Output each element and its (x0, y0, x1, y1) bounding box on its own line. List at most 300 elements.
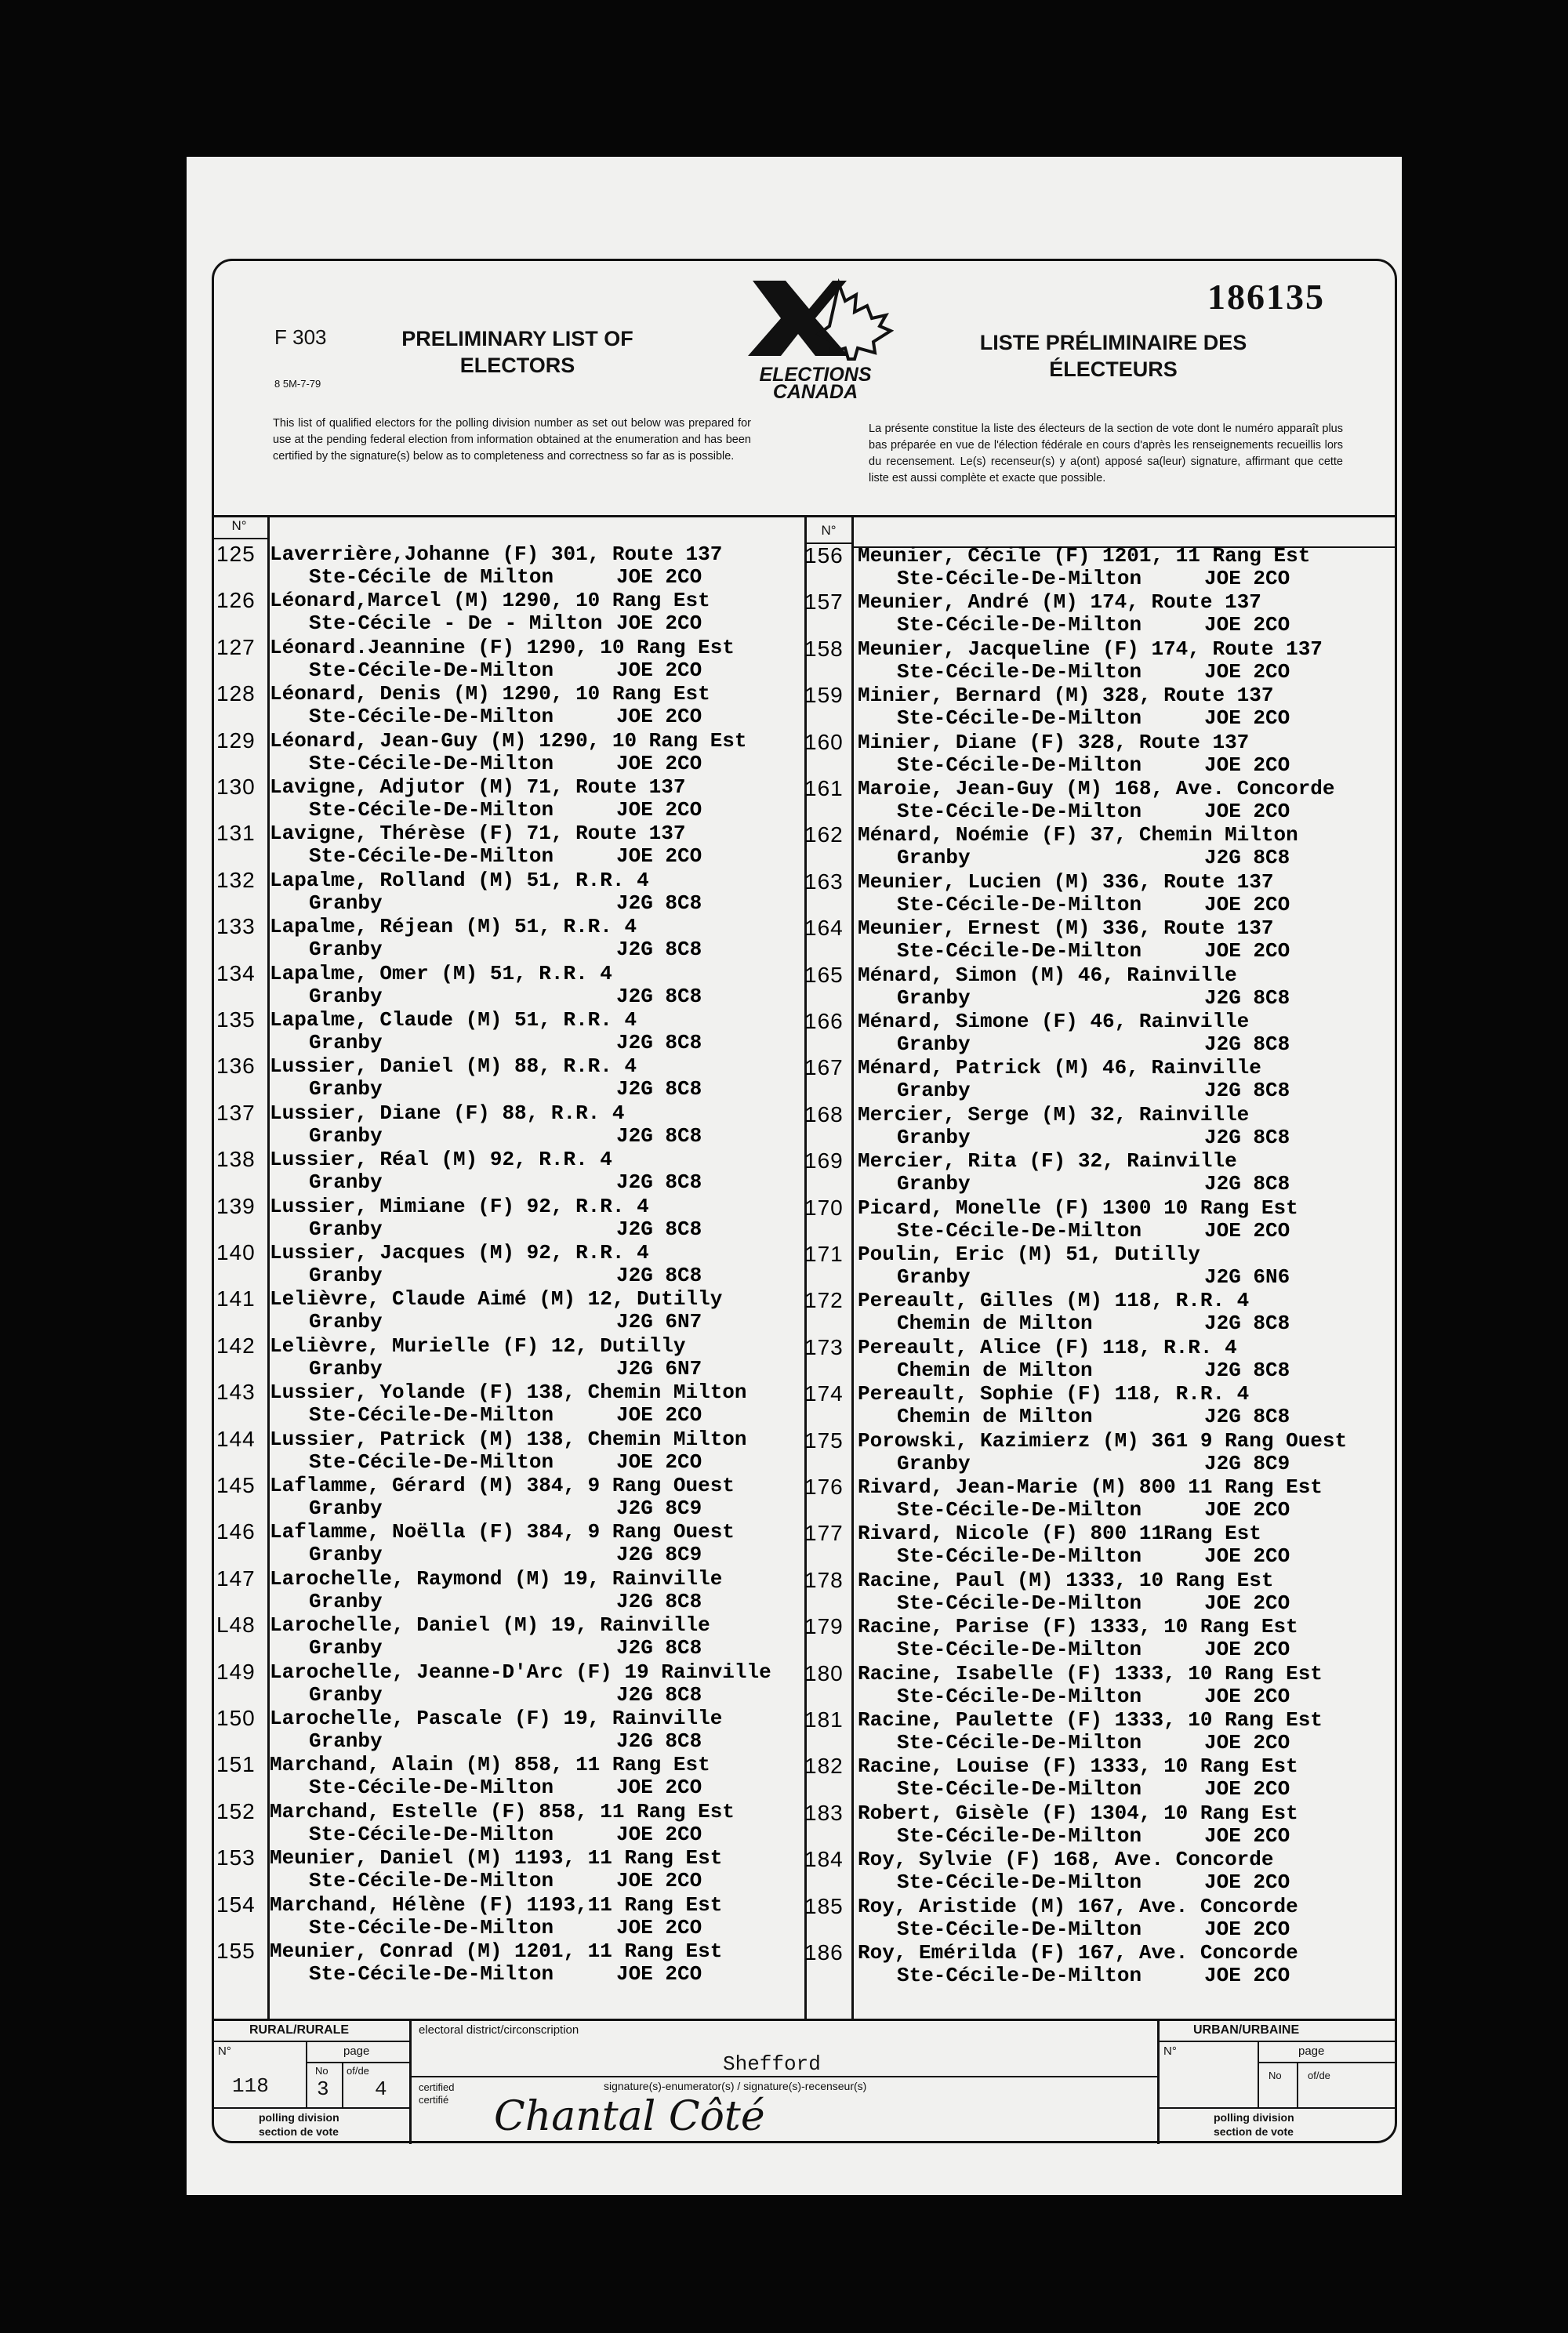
elector-postal-code: J2G 6N6 (1204, 1265, 1290, 1289)
elector-entry (804, 637, 1353, 684)
elector-entry (216, 1241, 765, 1287)
elector-entry (804, 684, 1353, 730)
elector-name-address: Ménard, Simone (F) 46, Rainville (858, 1010, 1250, 1033)
certified-label-en: certified (419, 2081, 455, 2093)
elector-municipality: Granby (309, 938, 383, 962)
elector-municipality: Granby (897, 1079, 971, 1103)
elector-number: 129 (216, 727, 256, 753)
no-column-header-left: N° (231, 518, 247, 533)
title-fr-line2: ÉLECTEURS (1049, 357, 1178, 381)
elector-number: 130 (216, 775, 256, 799)
elector-postal-code: J2G 8C8 (1204, 1172, 1290, 1196)
elector-number: 150 (216, 1706, 256, 1730)
elector-entry (216, 775, 765, 822)
elector-postal-code: JOE 2CO (1204, 567, 1290, 590)
elector-municipality: Ste-Cécile-De-Milton (309, 798, 554, 822)
elector-postal-code: J2G 6N7 (616, 1356, 702, 1381)
elector-postal-code: J2G 8C9 (1204, 1451, 1290, 1475)
footer-rule-polling-right (1157, 2107, 1397, 2109)
elector-number: 146 (216, 1519, 256, 1544)
elector-name-address: Lapalme, Rolland (M) 51, R.R. 4 (270, 868, 649, 892)
elector-entry (804, 1615, 1353, 1661)
elector-number: 134 (216, 960, 256, 985)
elector-entry (216, 1613, 765, 1660)
elector-municipality: Ste-Cécile-De-Milton (897, 1218, 1142, 1243)
elector-name-address: Poulin, Eric (M) 51, Dutilly (858, 1243, 1200, 1266)
footer-divider-rural (409, 2019, 412, 2144)
elector-entry (216, 1195, 765, 1241)
elector-number: 153 (216, 1845, 256, 1870)
no-column-header-right: N° (821, 523, 837, 538)
polling-label-en-right: polling division (1214, 2111, 1294, 2124)
elector-number: 181 (804, 1707, 844, 1732)
elector-municipality: Ste-Cécile-De-Milton (897, 613, 1142, 637)
elector-municipality: Ste-Cécile-De-Milton (897, 800, 1142, 823)
elector-name-address: Minier, Diane (F) 328, Route 137 (858, 730, 1250, 754)
elector-municipality: Granby (309, 1729, 383, 1753)
footer-rule-page-right (1258, 2062, 1397, 2063)
elector-postal-code: J2G 8C8 (1204, 1079, 1290, 1103)
elector-number: 125 (216, 542, 256, 566)
elector-name-address: Léonard.Jeannine (F) 1290, 10 Rang Est (270, 635, 735, 659)
elector-entry (804, 731, 1353, 777)
elector-number: 140 (216, 1240, 256, 1264)
elector-postal-code: JOE 2CO (1204, 1684, 1290, 1708)
elector-postal-code: J2G 8C8 (1204, 1125, 1290, 1149)
elector-name-address: Roy, Emérilda (F) 167, Ave. Concorde (858, 1941, 1298, 1965)
elector-postal-code: JOE 2CO (616, 1869, 702, 1893)
elector-number: 155 (216, 1939, 256, 1963)
elector-entry (216, 1381, 765, 1427)
elector-name-address: Pereault, Sophie (F) 118, R.R. 4 (858, 1382, 1250, 1406)
elector-postal-code: JOE 2CO (1204, 1498, 1290, 1522)
elector-name-address: Meunier, André (M) 174, Route 137 (858, 590, 1261, 615)
elector-name-address: Racine, Paulette (F) 1333, 10 Rang Est (858, 1708, 1323, 1732)
elector-number: L48 (216, 1613, 256, 1638)
elector-name-address: Lapalme, Omer (M) 51, R.R. 4 (270, 961, 612, 985)
elector-postal-code: JOE 2CO (1204, 939, 1290, 963)
elector-number: 139 (216, 1193, 256, 1218)
elector-entry (804, 1010, 1353, 1056)
elector-entry (804, 1522, 1353, 1568)
maple-leaf-x-icon (737, 274, 894, 362)
elector-name-address: Meunier, Cécile (F) 1201, 11 Rang Est (858, 544, 1311, 568)
elector-number: 171 (804, 1242, 844, 1266)
elector-postal-code: J2G 8C8 (616, 1682, 702, 1707)
elector-municipality: Ste-Cécile-De-Milton (897, 1731, 1142, 1754)
page-no-label-left: No (315, 2065, 328, 2077)
elector-number: 178 (804, 1567, 844, 1592)
elector-name-address: Meunier, Conrad (M) 1201, 11 Rang Est (270, 1939, 723, 1963)
title-fr-line1: LISTE PRÉLIMINAIRE DES (979, 331, 1247, 354)
elector-name-address: Ménard, Simon (M) 46, Rainville (858, 963, 1237, 987)
elector-number: 168 (804, 1101, 844, 1127)
elector-municipality: Chemin de Milton (897, 1358, 1093, 1382)
elector-name-address: Ménard, Noémie (F) 37, Chemin Milton (858, 823, 1298, 847)
elector-postal-code: JOE 2CO (1204, 1964, 1290, 1987)
elector-municipality: Ste-Cécile-De-Milton (897, 1591, 1142, 1615)
elector-entry (216, 1659, 771, 1707)
elector-postal-code: J2G 8C8 (616, 1729, 702, 1753)
elector-municipality: Ste-Cécile-De-Milton (897, 1544, 1142, 1569)
elector-entry (216, 1893, 765, 1939)
elector-municipality: Ste-Cécile-De-Milton (897, 1870, 1142, 1895)
elector-entry (804, 1708, 1353, 1754)
elector-number: 183 (804, 1800, 844, 1825)
elector-municipality: Granby (897, 846, 971, 870)
title-english (368, 325, 666, 379)
elector-name-address: Meunier, Jacqueline (F) 174, Route 137 (858, 637, 1323, 661)
elector-municipality: Ste-Cécile-De-Milton (897, 753, 1142, 777)
elector-municipality: Ste-Cécile-De-Milton (897, 1638, 1142, 1662)
elector-municipality: Ste-Cécile-De-Milton (309, 1776, 554, 1800)
elector-postal-code: J2G 8C8 (616, 1031, 702, 1054)
elector-postal-code: J2G 8C8 (616, 1589, 702, 1613)
elector-entry (216, 636, 765, 682)
elector-municipality: Granby (309, 1589, 383, 1613)
elector-number: 126 (216, 588, 256, 613)
elector-name-address: Porowski, Kazimierz (M) 361 9 Rang Ouest (858, 1428, 1348, 1453)
elector-postal-code: J2G 6N7 (616, 1310, 702, 1334)
page-of-label-left: of/de (347, 2065, 369, 2077)
elector-entry (804, 1941, 1353, 1987)
elector-name-address: Pereault, Alice (F) 118, R.R. 4 (858, 1335, 1237, 1359)
elector-name-address: Lussier, Yolande (F) 138, Chemin Milton (270, 1381, 747, 1405)
footer-rule-urban (1157, 2041, 1397, 2042)
elector-number: 165 (804, 962, 844, 987)
elector-name-address: Lussier, Jacques (M) 92, R.R. 4 (270, 1241, 649, 1264)
elector-entry (804, 1243, 1353, 1289)
footer-top-rule (213, 2019, 1396, 2021)
elector-postal-code: JOE 2CO (1204, 1638, 1290, 1662)
elector-municipality: Ste-Cécile-De-Milton (309, 1450, 554, 1474)
elector-name-address: Racine, Paul (M) 1333, 10 Rang Est (858, 1568, 1274, 1592)
elector-entry (216, 1428, 765, 1474)
elector-name-address: Rivard, Jean-Marie (M) 800 11 Rang Est (858, 1475, 1323, 1499)
elector-number: 170 (804, 1195, 844, 1220)
elector-name-address: Mercier, Rita (F) 32, Rainville (858, 1149, 1237, 1174)
elector-name-address: Meunier, Ernest (M) 336, Route 137 (858, 916, 1274, 941)
elector-number: 132 (216, 867, 256, 892)
district-label: electoral district/circonscription (419, 2023, 579, 2037)
elector-entry (216, 1148, 765, 1194)
elector-municipality: Granby (309, 1031, 383, 1054)
elector-name-address: Meunier, Lucien (M) 336, Route 137 (858, 869, 1274, 894)
elector-name-address: Marchand, Alain (M) 858, 11 Rang Est (270, 1753, 710, 1777)
elector-number: 175 (804, 1428, 844, 1453)
elector-postal-code: J2G 8C8 (616, 1123, 702, 1148)
elector-municipality: Ste-Cécile-De-Milton (897, 1917, 1142, 1941)
elector-number: 137 (216, 1100, 256, 1125)
elector-number: 156 (804, 543, 844, 568)
elector-postal-code: JOE 2CO (616, 1962, 702, 1986)
elector-entry (216, 1054, 765, 1101)
title-en-line1: PRELIMINARY LIST OF (401, 327, 633, 350)
form-code: F 303 (274, 325, 327, 349)
page-label-left: page (343, 2045, 370, 2058)
elector-entry (216, 682, 765, 728)
elector-entry (804, 1103, 1353, 1149)
elector-name-address: Lapalme, Réjean (M) 51, R.R. 4 (270, 915, 637, 939)
elector-entry (216, 729, 765, 775)
elector-number: 172 (804, 1288, 844, 1313)
elector-name-address: Laverrière,Johanne (F) 301, Route 137 (270, 542, 723, 566)
elector-postal-code: JOE 2CO (616, 1403, 702, 1428)
elector-municipality: Granby (309, 1356, 383, 1381)
elector-entry (804, 1895, 1353, 1941)
elector-municipality: Ste-Cécile-De-Milton (897, 1498, 1142, 1522)
elector-name-address: Laflamme, Gérard (M) 384, 9 Rang Ouest (270, 1474, 735, 1497)
elector-number: 164 (804, 916, 844, 941)
elector-municipality: Ste-Cécile-De-Milton (897, 706, 1142, 731)
elector-postal-code: JOE 2CO (616, 751, 702, 775)
elector-number: 177 (804, 1521, 844, 1546)
elector-name-address: Lavigne, Adjutor (M) 71, Route 137 (270, 775, 686, 799)
elector-name-address: Maroie, Jean-Guy (M) 168, Ave. Concorde (858, 777, 1335, 800)
elector-municipality: Granby (897, 1172, 971, 1196)
elector-municipality: Ste-Cécile-De-Milton (309, 844, 554, 869)
elector-entry (804, 870, 1353, 916)
page-label-right: page (1298, 2045, 1325, 2058)
elector-number: 136 (216, 1054, 256, 1079)
elector-entry (804, 963, 1353, 1010)
elector-entry (804, 544, 1353, 590)
elector-entry (804, 916, 1353, 963)
elector-municipality: Ste-Cécile-De-Milton (309, 1403, 554, 1428)
elector-entry (804, 1196, 1353, 1243)
elector-name-address: Marchand, Estelle (F) 858, 11 Rang Est (270, 1799, 735, 1823)
elector-number: 186 (804, 1940, 844, 1965)
elector-entry (216, 1287, 765, 1333)
elector-postal-code: J2G 8C8 (616, 1170, 702, 1195)
district-name: Shefford (723, 2052, 821, 2076)
elector-name-address: Lussier, Mimiane (F) 92, R.R. 4 (270, 1194, 649, 1218)
elector-name-address: Lussier, Réal (M) 92, R.R. 4 (270, 1148, 612, 1172)
elector-number: 151 (216, 1752, 256, 1777)
elector-postal-code: J2G 8C8 (616, 1636, 702, 1660)
elector-municipality: Chemin de Milton (897, 1312, 1093, 1336)
elector-number: 128 (216, 681, 256, 706)
footer-divider-urban (1157, 2019, 1160, 2144)
elector-postal-code: J2G 8C8 (1204, 1405, 1290, 1429)
footer-rule-district (412, 2076, 1157, 2077)
elector-postal-code: JOE 2CO (1204, 892, 1290, 916)
elector-entry (216, 1753, 765, 1799)
elector-number: 185 (804, 1893, 844, 1918)
elector-name-address: Laflamme, Noëlla (F) 384, 9 Rang Ouest (270, 1520, 735, 1544)
elector-postal-code: J2G 8C8 (616, 1217, 702, 1241)
enumerator-signature: Chantal Côté (494, 2093, 765, 2140)
elector-number: 144 (216, 1426, 256, 1451)
elector-entry (216, 1008, 765, 1054)
elector-number: 173 (804, 1334, 844, 1359)
elector-postal-code: J2G 8C8 (616, 938, 702, 962)
elector-postal-code: JOE 2CO (1204, 800, 1290, 823)
elector-municipality: Ste-Cécile-De-Milton (897, 659, 1142, 684)
rural-label: RURAL/RURALE (249, 2023, 350, 2037)
elector-entry (804, 590, 1353, 637)
elector-municipality: Granby (309, 1217, 383, 1241)
elector-name-address: Racine, Parise (F) 1333, 10 Rang Est (858, 1615, 1298, 1639)
elector-entry (216, 542, 765, 589)
elector-municipality: Ste-Cécile de Milton (309, 565, 554, 589)
elector-number: 182 (804, 1754, 844, 1779)
footer-rule-rural (213, 2041, 409, 2042)
elector-entry (804, 777, 1353, 823)
elector-municipality: Granby (309, 1170, 383, 1195)
elector-number: 154 (216, 1892, 256, 1917)
elector-entry (216, 1334, 765, 1381)
elector-municipality: Ste-Cécile-De-Milton (897, 567, 1142, 590)
elector-entry (216, 1939, 765, 1986)
form-print-date: 8 5M-7-79 (274, 378, 321, 390)
elector-name-address: Racine, Louise (F) 1333, 10 Rang Est (858, 1754, 1298, 1779)
elector-municipality: Granby (897, 1451, 971, 1475)
elector-number: 166 (804, 1009, 844, 1033)
page-number: 3 (317, 2077, 329, 2101)
elector-entry (216, 1800, 765, 1846)
elector-entry (216, 1707, 765, 1753)
elector-number: 157 (804, 590, 844, 615)
elector-entry (804, 1801, 1353, 1848)
footer-rule-page-left-v (306, 2041, 307, 2107)
elector-number: 138 (216, 1147, 256, 1172)
elector-name-address: Lussier, Patrick (M) 138, Chemin Milton (270, 1427, 747, 1451)
elector-postal-code: J2G 8C8 (616, 1077, 702, 1101)
intro-text-english: This list of qualified electors for the polling division number as set out below was prepared for use at the pending federal election from information obtained at the enumeration and has been certified by the signature(s) below as to completeness and correctness so far as is possible. (273, 417, 751, 463)
elector-number: 184 (804, 1847, 844, 1872)
elector-number: 163 (804, 869, 844, 894)
page-of-label-right: of/de (1308, 2070, 1330, 2081)
elector-municipality: Ste-Cécile-De-Milton (897, 1777, 1142, 1801)
certified-label-fr: certifié (419, 2094, 449, 2106)
elector-postal-code: JOE 2CO (1204, 1870, 1290, 1895)
elector-name-address: Mercier, Serge (M) 32, Rainville (858, 1102, 1250, 1127)
elector-name-address: Picard, Monelle (F) 1300 10 Rang Est (858, 1196, 1298, 1220)
elector-entry (216, 1567, 765, 1613)
elector-municipality: Granby (897, 1125, 971, 1149)
elector-entry (804, 1662, 1353, 1708)
elector-number: 169 (804, 1148, 844, 1174)
polling-label-fr-left: section de vote (259, 2125, 339, 2138)
elector-postal-code: JOE 2CO (616, 1450, 702, 1474)
rural-no-label: N° (218, 2045, 231, 2058)
elector-name-address: Rivard, Nicole (F) 800 11Rang Est (858, 1522, 1261, 1546)
elector-entry (804, 1475, 1353, 1522)
elector-postal-code: J2G 8C9 (616, 1543, 702, 1567)
elector-municipality: Chemin de Milton (897, 1405, 1093, 1429)
elector-postal-code: JOE 2CO (616, 611, 702, 636)
elector-municipality: Ste-Cécile-De-Milton (309, 1962, 554, 1986)
page-of-number: 4 (375, 2077, 387, 2101)
polling-division-number: 118 (232, 2074, 269, 2098)
elector-number: 162 (804, 822, 844, 847)
logo-line1: ELECTIONS (759, 364, 872, 386)
elector-postal-code: JOE 2CO (1204, 1731, 1290, 1754)
elector-entry (804, 1336, 1353, 1382)
elector-municipality: Granby (309, 1497, 383, 1520)
elector-postal-code: JOE 2CO (1204, 1777, 1290, 1801)
elector-name-address: Pereault, Gilles (M) 118, R.R. 4 (858, 1289, 1250, 1313)
elector-number: 152 (216, 1798, 256, 1823)
elector-entry (804, 1056, 1353, 1102)
elector-municipality: Granby (309, 1077, 383, 1101)
elector-number: 141 (216, 1286, 256, 1312)
elector-number: 145 (216, 1473, 256, 1497)
serial-number: 186135 (1207, 277, 1325, 317)
elector-municipality: Ste-Cécile-De-Milton (897, 1823, 1142, 1848)
elector-number: 158 (804, 636, 844, 661)
elector-municipality: Ste-Cécile-De-Milton (309, 751, 554, 775)
elector-name-address: Larochelle, Jeanne-D'Arc (F) 19 Rainville (270, 1660, 771, 1684)
elector-number: 147 (216, 1566, 256, 1591)
elector-name-address: Marchand, Hélène (F) 1193,11 Rang Est (270, 1892, 723, 1917)
page-no-label-right: No (1269, 2070, 1282, 2081)
elector-name-address: Léonard, Denis (M) 1290, 10 Rang Est (270, 682, 710, 706)
polling-label-en-left: polling division (259, 2111, 339, 2124)
elector-name-address: Lelièvre, Murielle (F) 12, Dutilly (270, 1333, 686, 1358)
elector-number: 143 (216, 1380, 256, 1405)
elector-name-address: Larochelle, Daniel (M) 19, Rainville (270, 1613, 710, 1638)
elector-municipality: Ste-Cécile-De-Milton (897, 939, 1142, 963)
elector-postal-code: JOE 2CO (1204, 1823, 1290, 1848)
elector-municipality: Granby (897, 1265, 971, 1289)
elector-number: 142 (216, 1333, 256, 1358)
elector-municipality: Granby (309, 1310, 383, 1334)
elector-postal-code: J2G 8C8 (616, 891, 702, 915)
elector-number: 161 (804, 776, 844, 800)
elector-number: 133 (216, 914, 256, 939)
elector-postal-code: JOE 2CO (1204, 1917, 1290, 1941)
elector-postal-code: JOE 2CO (1204, 1218, 1290, 1243)
elector-number: 176 (804, 1475, 844, 1499)
elector-postal-code: JOE 2CO (616, 1822, 702, 1846)
elector-number: 160 (804, 729, 844, 754)
title-french (933, 329, 1294, 383)
elector-name-address: Léonard,Marcel (M) 1290, 10 Rang Est (270, 589, 710, 613)
elector-municipality: Granby (897, 985, 971, 1010)
elector-postal-code: JOE 2CO (616, 705, 702, 729)
elector-entry (216, 1474, 765, 1520)
elector-entry (216, 915, 765, 961)
title-en-line2: ELECTORS (459, 354, 575, 377)
elector-number: 135 (216, 1007, 256, 1032)
intro-text-french: La présente constitue la liste des électeurs de la section de vote dont le numéro apparaît plus bas préparée en vue de l'élection fédérale en cours d'après les renseignements recueillis lors du recensement. Le(s) recenseur(s) y a(ont) apposé sa(leur) signature, affirmant que cette liste est aussi complète et exacte que possible. (869, 423, 1343, 484)
footer-rule-page-left-v2 (342, 2062, 343, 2107)
elector-name-address: Meunier, Daniel (M) 1193, 11 Rang Est (270, 1846, 723, 1870)
elector-postal-code: J2G 8C8 (1204, 846, 1290, 870)
elector-number: 149 (216, 1659, 256, 1684)
elector-postal-code: JOE 2CO (1204, 1591, 1290, 1615)
elector-name-address: Léonard, Jean-Guy (M) 1290, 10 Rang Est (270, 728, 747, 753)
urban-no-label: N° (1163, 2045, 1177, 2058)
elector-municipality: Ste-Cécile-De-Milton (897, 1684, 1142, 1708)
elector-number: 179 (804, 1614, 844, 1639)
elector-municipality: Granby (309, 1123, 383, 1148)
elector-number: 131 (216, 821, 256, 846)
elector-name-address: Minier, Bernard (M) 328, Route 137 (858, 684, 1274, 708)
elector-municipality: Granby (309, 891, 383, 915)
elector-number: 167 (804, 1055, 844, 1080)
polling-label-fr-right: section de vote (1214, 2125, 1294, 2138)
signature-label: signature(s)-enumerator(s) / signature(s)-recenseur(s) (604, 2080, 867, 2092)
elector-municipality: Ste-Cécile-De-Milton (309, 1822, 554, 1846)
elector-postal-code: JOE 2CO (616, 844, 702, 869)
elector-name-address: Ménard, Patrick (M) 46, Rainville (858, 1056, 1261, 1080)
elector-postal-code: JOE 2CO (1204, 1544, 1290, 1569)
elector-municipality: Ste-Cécile-De-Milton (897, 892, 1142, 916)
elector-municipality: Granby (309, 1543, 383, 1567)
